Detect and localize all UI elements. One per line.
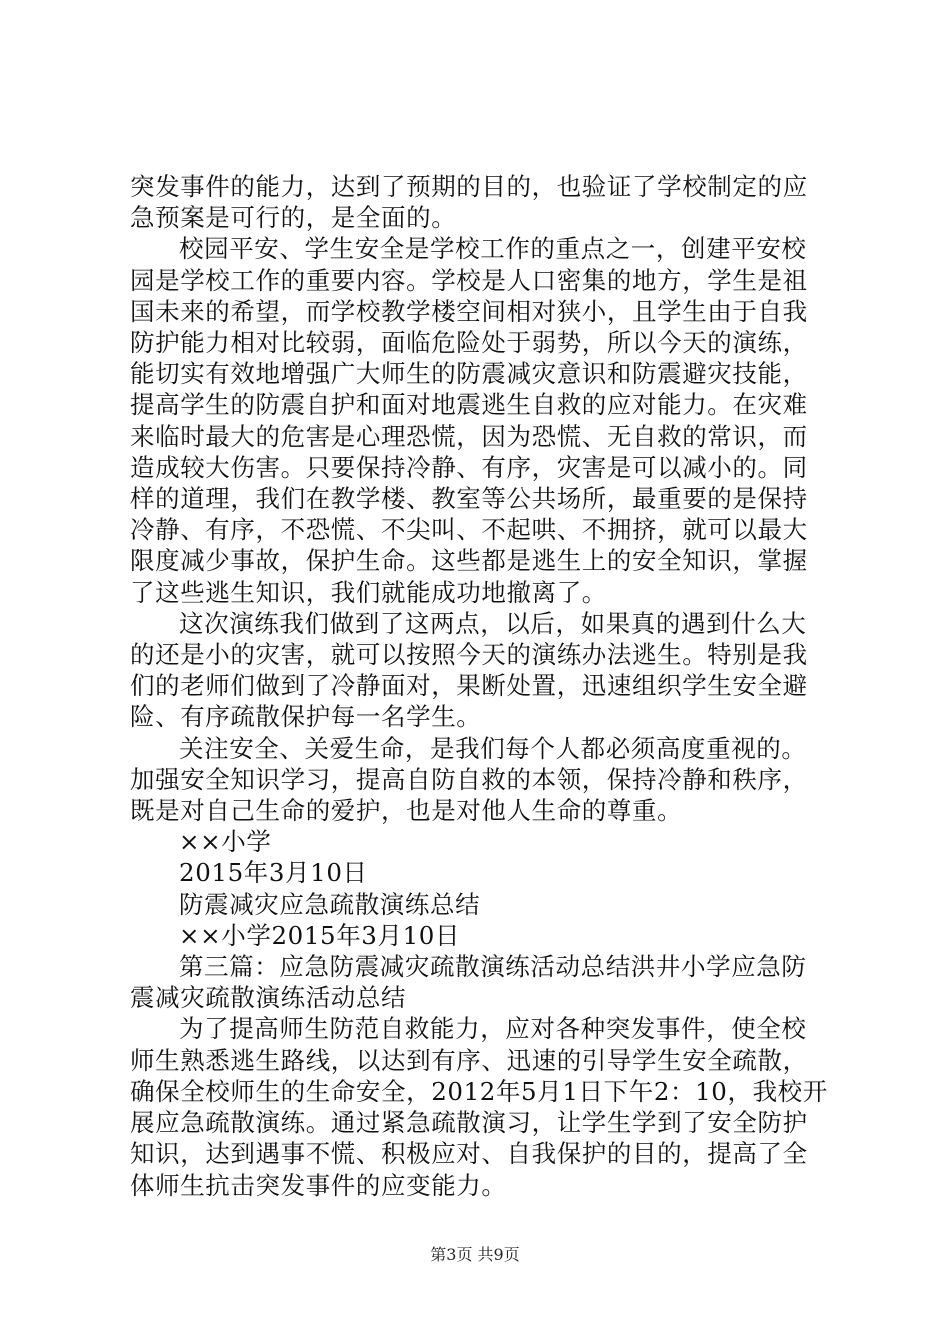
page-footer: 第3页 共9页	[430, 1245, 520, 1264]
chapter-heading: 第三篇：应急防震减灾疏散演练活动总结洪井小学应急防震减灾疏散演练活动总结	[130, 952, 807, 1013]
section-title: 防震减灾应急疏散演练总结	[179, 889, 481, 919]
signature-school: ××小学	[179, 827, 272, 857]
section-byline: ××小学2015年3月10日	[179, 920, 461, 950]
paragraph-1: 突发事件的能力，达到了预期的目的，也验证了学校制定的应急预案是可行的，是全面的。	[130, 172, 808, 233]
paragraph-2: 校园平安、学生安全是学校工作的重点之一，创建平安校园是学校工作的重要内容。学校是人口密集的地方，学生是祖国未来的希望，而学校教学楼空间相对狭小，且学生由于自我防护能力相对比较弱，面临危险处于弱势，所以今天的演练，能切实有效地增强广大师生的防震减灾意识和防震避灾技能，提高学生的防震自护和面对地震逃生自救的应对能力。在灾难来临时最大的危害是心理恐慌，因为恐慌、无自救的常识，而造成较大伤害。只要保持冷静、有序，灾害是可以减小的。同样的道理，我们在教学楼、教室等公共场所，最重要的是保持冷静、有序，不恐慌、不尖叫、不起哄、不拥挤，就可以最大限度减少事故，保护生命。这些都是逃生上的安全知识，掌握了这些逃生知识，我们就能成功地撤离了。	[130, 234, 808, 607]
paragraph-10: 为了提高师生防范自救能力，应对各种突发事件，使全校师生熟悉逃生路线，以达到有序、迅速的引导学生安全疏散，确保全校师生的生命安全，2012年5月1日下午2：10，我校开展应急疏散演练。通过紧急疏散演习，让学生学到了安全防护知识，达到遇事不慌、积极应对、自我保护的目的，提高了全体师生抗击突发事件的应变能力。	[130, 1014, 828, 1200]
paragraph-3: 这次演练我们做到了这两点，以后，如果真的遇到什么大的还是小的灾害，就可以按照今天的演练办法逃生。特别是我们的老师们做到了冷静面对，果断处置，迅速组织学生安全避险、有序疏散保护每一名学生。	[130, 608, 808, 732]
signature-date: 2015年3月10日	[179, 858, 368, 888]
paragraph-4: 关注安全、关爱生命，是我们每个人都必须高度重视的。加强安全知识学习，提高自防自救的本领，保持冷静和秩序，既是对自己生命的爱护，也是对他人生命的尊重。	[130, 733, 808, 826]
document-body	[130, 171, 830, 1201]
